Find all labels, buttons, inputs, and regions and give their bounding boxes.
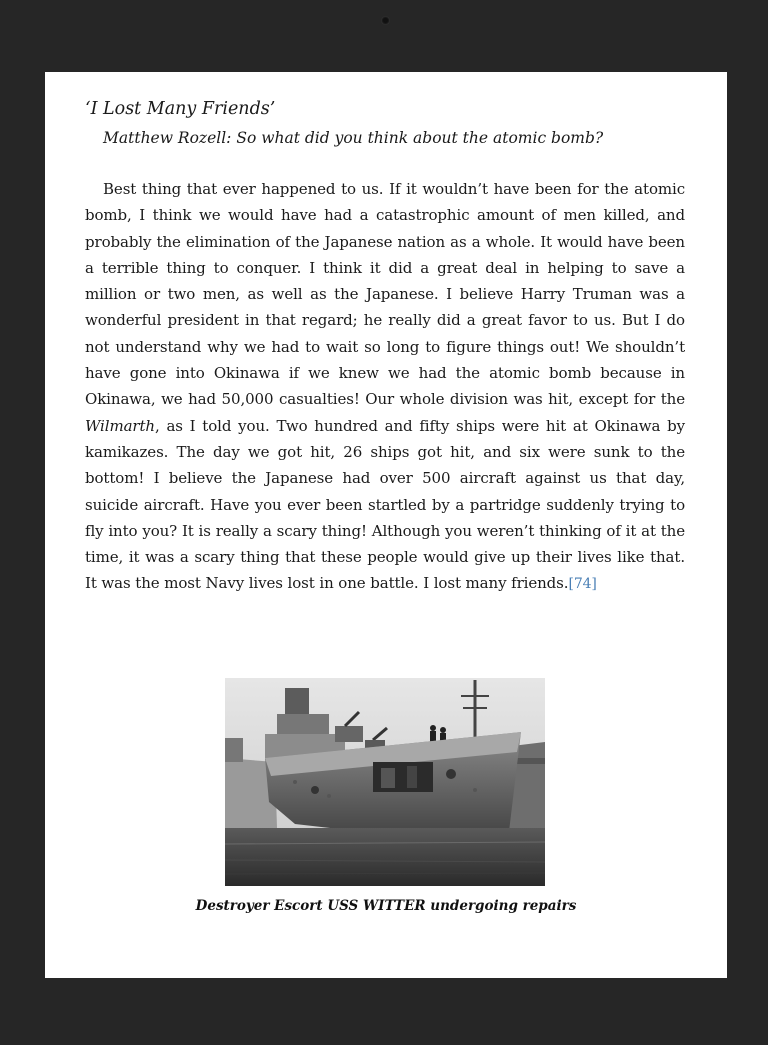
photo-caption: Destroyer Escort USS WITTER undergoing repairs bbox=[195, 898, 577, 914]
footnote-link[interactable]: [74] bbox=[568, 576, 597, 593]
body-text-part-1: Best thing that ever happened to us. If it wouldn’t have been for the atomic bomb, I think we would have had a catastrophic amount of men killed, and probably the elimination of the Japanese nation as a whole. It would have been a terrible thing to conquer. I think it did a great deal in helping to save a million or two men, as well as the Japanese. I believe Harry Truman was a wonderful president in that regard; he really did a great favor to us. But I do not understand why we had to wait so long to figure things out! We shouldn’t have gone into Okinawa if we knew we had the atomic bomb because in Okinawa, we had 50,000 casualties! Our whole division was hit, except for the bbox=[85, 180, 685, 409]
interview-question: Matthew Rozell: So what did you think about the atomic bomb? bbox=[103, 129, 604, 147]
ship-photo bbox=[225, 678, 545, 886]
body-paragraph bbox=[85, 176, 685, 598]
ebook-page[interactable] bbox=[45, 72, 727, 978]
ship-name: Wilmarth bbox=[85, 416, 155, 435]
section-heading: ‘I Lost Many Friends’ bbox=[85, 99, 276, 119]
body-text-part-2: , as I told you. Two hundred and fifty ships were hit at Okinawa by kamikazes. The day we got hit, 26 ships got hit, and six were sunk to the bottom! I believe the Japanese had over 500 aircraft against us that day, suicide aircraft. Have you ever been startled by a partridge suddenly trying to fly into you? It is really a scary thing! Although you weren’t thinking of it at the time, it was a scary thing that these people would give up their lives like that. It was the most Navy lives lost in one battle. I lost many friends. bbox=[85, 416, 685, 593]
destroyer-ship-image bbox=[225, 678, 545, 886]
camera-dot bbox=[381, 16, 390, 25]
